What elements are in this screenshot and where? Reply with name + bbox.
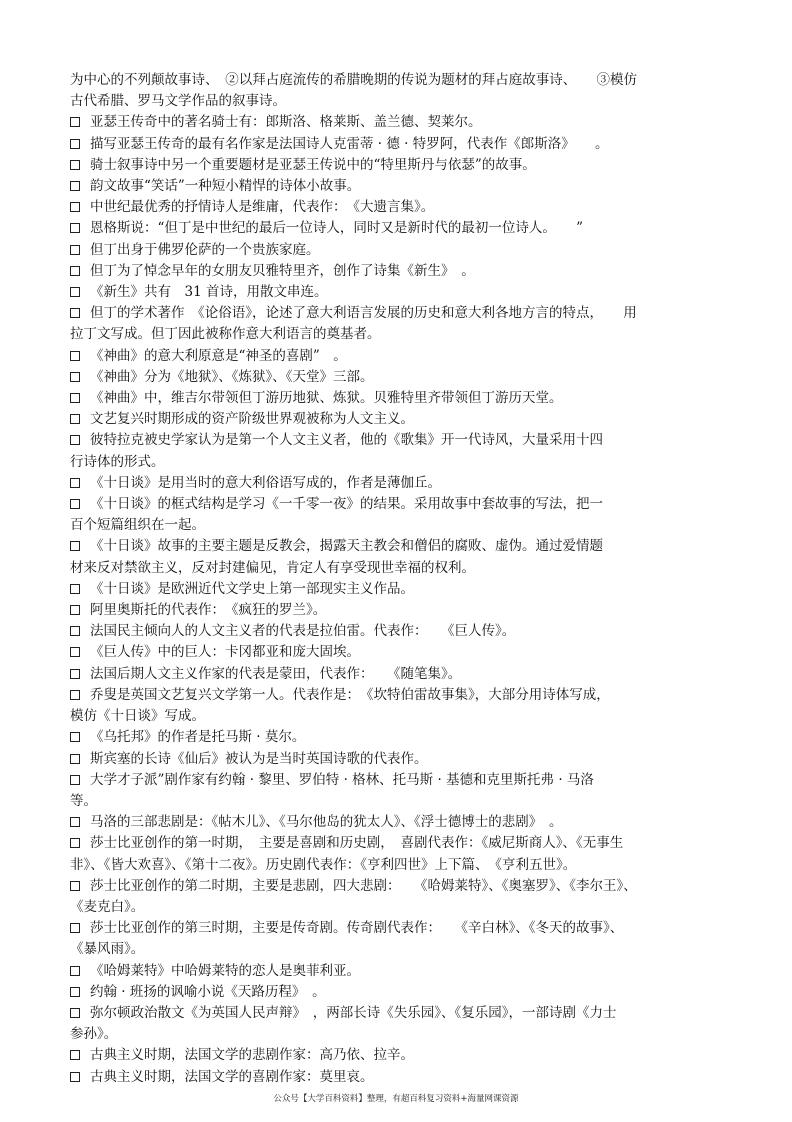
checkbox-icon — [70, 1072, 80, 1082]
line-text: 拉丁文写成。但丁因此被称作意大利语言的奠基者。 — [70, 326, 381, 343]
line-text: 中世纪最优秀的抒情诗人是维庸，代表作： 《大遗言集》。 — [90, 199, 435, 216]
checklist-item — [70, 409, 710, 430]
checklist-item — [70, 685, 710, 706]
line-text: 《乌托邦》的作者是托马斯 · 莫尔。 — [90, 729, 306, 746]
line-text: 斯宾塞的长诗《仙后》被认为是当时英国诗歌的代表作。 — [90, 750, 428, 767]
line-text: 但丁为了悼念早年的女朋友贝雅特里齐，创作了诗集《新生》 。 — [90, 262, 475, 279]
line-text: 法国后期人文主义作家的代表是蒙田，代表作： 《随笔集》。 — [90, 665, 462, 682]
checklist-item — [70, 1003, 710, 1024]
checkbox-icon — [70, 732, 80, 742]
text-line — [70, 897, 710, 918]
line-text: 参孙》。 — [70, 1026, 118, 1043]
checkbox-icon — [70, 372, 80, 382]
checklist-item — [70, 600, 710, 621]
checkbox-icon — [70, 754, 80, 764]
checkbox-icon — [70, 181, 80, 191]
checklist-item — [70, 134, 710, 155]
checkbox-icon — [70, 584, 80, 594]
checklist-item — [70, 367, 710, 388]
text-line — [70, 324, 710, 345]
checklist-item — [70, 664, 710, 685]
checkbox-icon — [70, 160, 80, 170]
line-text: 等。 — [70, 792, 97, 809]
line-text: 阿里奥斯托的代表作： 《疯狂的罗兰》。 — [90, 602, 327, 619]
text-line — [70, 452, 710, 473]
checklist-item — [70, 430, 710, 451]
checkbox-icon — [70, 923, 80, 933]
line-text: 莎士比亚创作的第三时期，主要是传奇剧。传奇剧代表作： 《辛白林》、《冬天的故事》、 — [90, 920, 624, 937]
line-text: 古典主义时期，法国文学的喜剧作家：莫里哀。 — [90, 1068, 374, 1085]
document-body — [70, 70, 710, 1088]
line-text: 《神曲》中，维吉尔带领但丁游历地狱、炼狱。贝雅特里齐带领但丁游历天堂。 — [90, 390, 563, 407]
line-text: 《暴风雨》。 — [70, 941, 145, 958]
line-text: 《十日谈》是用当时的意大利俗语写成的，作者是薄伽丘。 — [90, 474, 441, 491]
page-footer: 公众号【大学百科资料】整理，有超百科复习资料+海量网课资源 — [273, 1094, 519, 1104]
checkbox-icon — [70, 817, 80, 827]
checkbox-icon — [70, 499, 80, 509]
checkbox-icon — [70, 223, 80, 233]
line-text: 《哈姆莱特》中哈姆莱特的恋人是奥菲利亚。 — [90, 962, 360, 979]
checkbox-icon — [70, 881, 80, 891]
line-text: 古代希腊、罗马文学作品的叙事诗。 — [70, 93, 286, 110]
checkbox-icon — [70, 966, 80, 976]
text-line — [70, 1024, 710, 1045]
line-text: 恩格斯说：“但丁是中世纪的最后一位诗人，同时又是新时代的最初一位诗人。 ” — [90, 220, 584, 237]
line-text: 材来反对禁欲主义，反对封建偏见，肯定人有享受现世幸福的权利。 — [70, 559, 475, 576]
checklist-item — [70, 346, 710, 367]
line-text: 亚瑟王传奇中的著名骑士有：郎斯洛、格莱斯、盖兰德、契莱尔。 — [90, 114, 482, 131]
line-text: 乔叟是英国文艺复兴文学第一人。代表作是： 《坎特伯雷故事集》，大部分用诗体写成， — [90, 686, 610, 703]
checklist-item — [70, 961, 710, 982]
line-text: 约翰 · 班扬的讽喻小说《天路历程》 。 — [90, 983, 326, 1000]
line-text: 法国民主倾向人的人文主义者的代表是拉伯雷。代表作： 《巨人传》。 — [90, 623, 516, 640]
checklist-item — [70, 727, 710, 748]
checkbox-icon — [70, 626, 80, 636]
line-text: 骑士叙事诗中另一个重要题材是亚瑟王传说中的“特里斯丹与依瑟”的故事。 — [90, 156, 536, 173]
line-text: 模仿《十日谈》写成。 — [70, 708, 205, 725]
line-text: 《新生》共有 31 首诗，用散文串连。 — [90, 284, 328, 301]
line-text: 《十日谈》是欧洲近代文学史上第一部现实主义作品。 — [90, 580, 414, 597]
line-text: 《十日谈》的框式结构是学习《一千零一夜》的结果。采用故事中套故事的写法，把一 — [90, 496, 603, 513]
line-text: 但丁的学术著作 《论俗语》，论述了意大利语言发展的历史和意大利各地方言的特点， 用 — [90, 305, 637, 322]
line-text: 《十日谈》故事的主要主题是反教会，揭露天主教会和僧侣的腐败、虚伪。通过爱情题 — [90, 538, 603, 555]
checkbox-icon — [70, 690, 80, 700]
checklist-item — [70, 388, 710, 409]
checkbox-icon — [70, 647, 80, 657]
line-text: 非》、《皆大欢喜》、《第十二夜》。历史剧代表作：《亨利四世》上下篇、 《亨利五世》。 — [70, 856, 577, 873]
text-line — [70, 70, 710, 91]
text-line — [70, 706, 710, 727]
checkbox-icon — [70, 435, 80, 445]
line-text: 《神曲》的意大利原意是“神圣的喜剧” 。 — [90, 347, 347, 364]
checklist-item — [70, 473, 710, 494]
checklist-item — [70, 833, 710, 854]
checkbox-icon — [70, 605, 80, 615]
checklist-item — [70, 982, 710, 1003]
line-text: 百个短篇组织在一起。 — [70, 517, 205, 534]
checklist-item — [70, 494, 710, 515]
checkbox-icon — [70, 139, 80, 149]
line-text: 《麦克白》。 — [70, 898, 145, 915]
checkbox-icon — [70, 393, 80, 403]
text-line — [70, 558, 710, 579]
checklist-item — [70, 642, 710, 663]
line-text: 行诗体的形式。 — [70, 453, 165, 470]
line-text: 古典主义时期，法国文学的悲剧作家：高乃依、拉辛。 — [90, 1047, 414, 1064]
checkbox-icon — [70, 287, 80, 297]
line-text: 为中心的不列颠故事诗、 ②以拜占庭流传的希腊晚期的传说为题材的拜占庭故事诗、 ③模仿 — [70, 72, 637, 88]
checkbox-icon — [70, 1008, 80, 1018]
text-line — [70, 791, 710, 812]
checkbox-icon — [70, 414, 80, 424]
line-text: 弥尔顿政治散文《为英国人民声辩》 ，两部长诗《失乐园》、《复乐园》，一部诗剧《力士 — [90, 1004, 617, 1021]
checkbox-icon — [70, 202, 80, 212]
checkbox-icon — [70, 541, 80, 551]
checklist-item — [70, 770, 710, 791]
line-text: 文艺复兴时期形成的资产阶级世界观被称为人文主义。 — [90, 411, 414, 428]
checklist-item — [70, 282, 710, 303]
text-line — [70, 939, 710, 960]
line-text: 大学才子派”剧作家有约翰 · 黎里、罗伯特 · 格林、托马斯 · 基德和克里斯托弗 · 马洛 — [90, 771, 594, 788]
checkbox-icon — [70, 478, 80, 488]
checklist-item — [70, 176, 710, 197]
line-text: 《巨人传》中的巨人：卡冈都亚和庞大固埃。 — [90, 644, 360, 661]
checkbox-icon — [70, 117, 80, 127]
checklist-item — [70, 112, 710, 133]
checklist-item — [70, 621, 710, 642]
checkbox-icon — [70, 351, 80, 361]
text-line — [70, 91, 710, 112]
checkbox-icon — [70, 266, 80, 276]
line-text: 彼特拉克被史学家认为是第一个人文主义者，他的《歌集》开一代诗风，大量采用十四 — [90, 432, 603, 449]
checklist-item — [70, 876, 710, 897]
checklist-item — [70, 536, 710, 557]
checklist-item — [70, 155, 710, 176]
checklist-item — [70, 261, 710, 282]
checklist-item — [70, 918, 710, 939]
checkbox-icon — [70, 987, 80, 997]
checkbox-icon — [70, 1050, 80, 1060]
text-line — [70, 855, 710, 876]
checklist-item — [70, 1067, 710, 1088]
line-text: 但丁出身于佛罗伦萨的一个贵族家庭。 — [90, 241, 320, 258]
checklist-item — [70, 240, 710, 261]
checklist-item — [70, 197, 710, 218]
line-text: 莎士比亚创作的第一时期， 主要是喜剧和历史剧， 喜剧代表作：《威尼斯商人》、《无事生 — [90, 835, 624, 852]
line-text: 莎士比亚创作的第二时期，主要是悲剧，四大悲剧： 《哈姆莱特》、《奥塞罗》、《李尔王》、 — [90, 877, 637, 894]
line-text: 描写亚瑟王传奇的最有名作家是法国诗人克雷蒂 · 德 · 特罗阿，代表作《郎斯洛》 。 — [90, 135, 609, 152]
checklist-item — [70, 218, 710, 239]
checkbox-icon — [70, 838, 80, 848]
checklist-item — [70, 749, 710, 770]
checklist-item — [70, 579, 710, 600]
checklist-item — [70, 303, 710, 324]
checklist-item — [70, 812, 710, 833]
line-text: 马洛的三部悲剧是：《帖木儿》、《马尔他岛的犹太人》、《浮士德博士的悲剧》 。 — [90, 814, 563, 831]
checkbox-icon — [70, 245, 80, 255]
line-text: 韵文故事“笑话”一种短小精悍的诗体小故事。 — [90, 178, 361, 195]
line-text: 《神曲》分为《地狱》、《炼狱》、《天堂》三部。 — [90, 368, 374, 385]
checkbox-icon — [70, 775, 80, 785]
checkbox-icon — [70, 308, 80, 318]
checkbox-icon — [70, 669, 80, 679]
checklist-item — [70, 1045, 710, 1066]
text-line — [70, 515, 710, 536]
